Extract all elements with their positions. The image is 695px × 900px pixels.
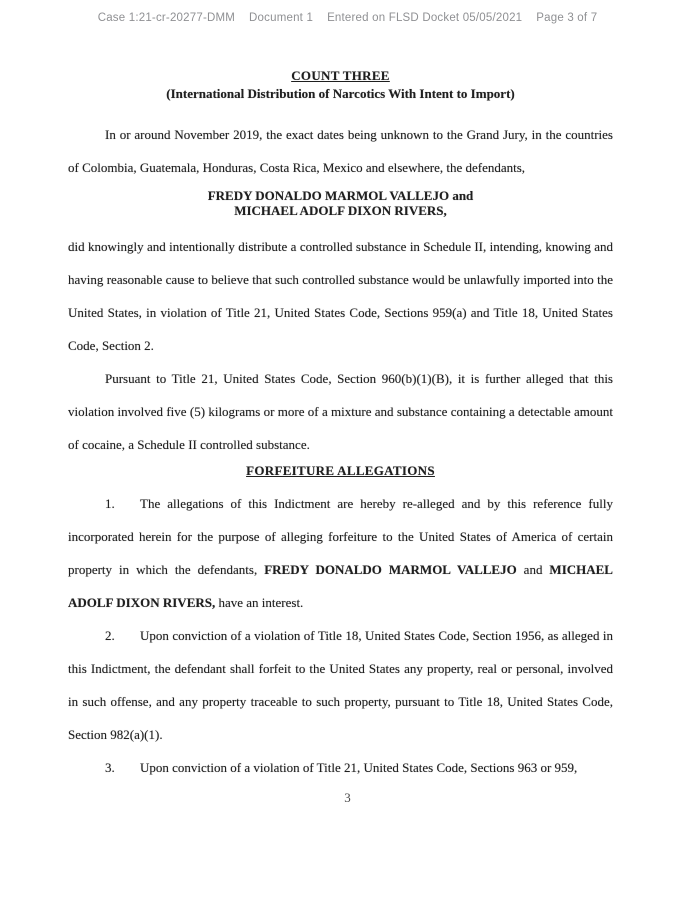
document-number: Document 1 bbox=[249, 12, 314, 24]
forfeiture-paragraph-2 bbox=[68, 619, 613, 751]
paragraph-number: 1. bbox=[105, 496, 115, 511]
paragraph-text: The allegations of this Indictment are hereby re-alleged and by this reference fully incorporated herein for the purpose of alleging forfeiture to the United States of America of certain property in which the defendants, bbox=[68, 496, 613, 577]
paragraph-number: 2. bbox=[105, 628, 115, 643]
forfeiture-paragraph-1 bbox=[68, 487, 613, 619]
defendant-name-inline: FREDY DONALDO MARMOL VALLEJO bbox=[264, 562, 517, 577]
docket-header bbox=[0, 12, 695, 24]
defendant-name-inline: MICHAEL ADOLF DIXON RIVERS, bbox=[68, 562, 613, 610]
count-paragraph-2 bbox=[68, 230, 613, 362]
count-paragraph-3 bbox=[68, 362, 613, 461]
paragraph-text: and bbox=[516, 562, 550, 577]
page-indicator: Page 3 of 7 bbox=[536, 12, 598, 24]
paragraph-text: have an interest. bbox=[215, 595, 304, 610]
defendant-name-line: MICHAEL ADOLF DIXON RIVERS, bbox=[234, 203, 447, 218]
page-number: 3 bbox=[344, 790, 351, 805]
paragraph-text: Upon conviction of a violation of Title 21, United States Code, Sections 963 or 959, bbox=[140, 760, 578, 775]
document-body bbox=[68, 66, 613, 784]
paragraph-text: In or around November 2019, the exact dates being unknown to the Grand Jury, in the countries of Colombia, Guatemala, Honduras, Costa Rica, Mexico and elsewhere, the defendants, bbox=[68, 127, 613, 175]
case-number: Case 1:21-cr-20277-DMM bbox=[97, 12, 236, 24]
count-paragraph-1 bbox=[68, 118, 613, 184]
paragraph-text: Upon conviction of a violation of Title 18, United States Code, Section 1956, as alleged in this Indictment, the defendant shall forfeit to the United States any property, real or personal, involved in such offense, and any property traceable to such property, pursuant to Title 18, United States Code, Section 982(a)(1). bbox=[68, 628, 613, 742]
paragraph-text: did knowingly and intentionally distribute a controlled substance in Schedule II, intending, knowing and having reasonable cause to believe that such controlled substance would be unlawfully imported into the United States, in violation of Title 21, United States Code, Sections 959(a) and Title 18, United States Code, Section 2. bbox=[68, 239, 613, 353]
forfeiture-heading: FORFEITURE ALLEGATIONS bbox=[246, 463, 435, 478]
count-heading: COUNT THREE bbox=[291, 68, 390, 83]
docket-entry: Entered on FLSD Docket 05/05/2021 bbox=[327, 12, 523, 24]
paragraph-text: Pursuant to Title 21, United States Code, Section 960(b)(1)(B), it is further alleged that this violation involved five (5) kilograms or more of a mixture and substance containing a detectable amount of cocaine, a Schedule II controlled substance. bbox=[68, 371, 613, 452]
forfeiture-paragraph-3 bbox=[68, 751, 613, 784]
defendant-name-line: FREDY DONALDO MARMOL VALLEJO and bbox=[207, 188, 474, 203]
defendant-names bbox=[68, 188, 613, 218]
count-subheading: (International Distribution of Narcotics With Intent to Import) bbox=[166, 86, 515, 101]
paragraph-number: 3. bbox=[105, 760, 115, 775]
